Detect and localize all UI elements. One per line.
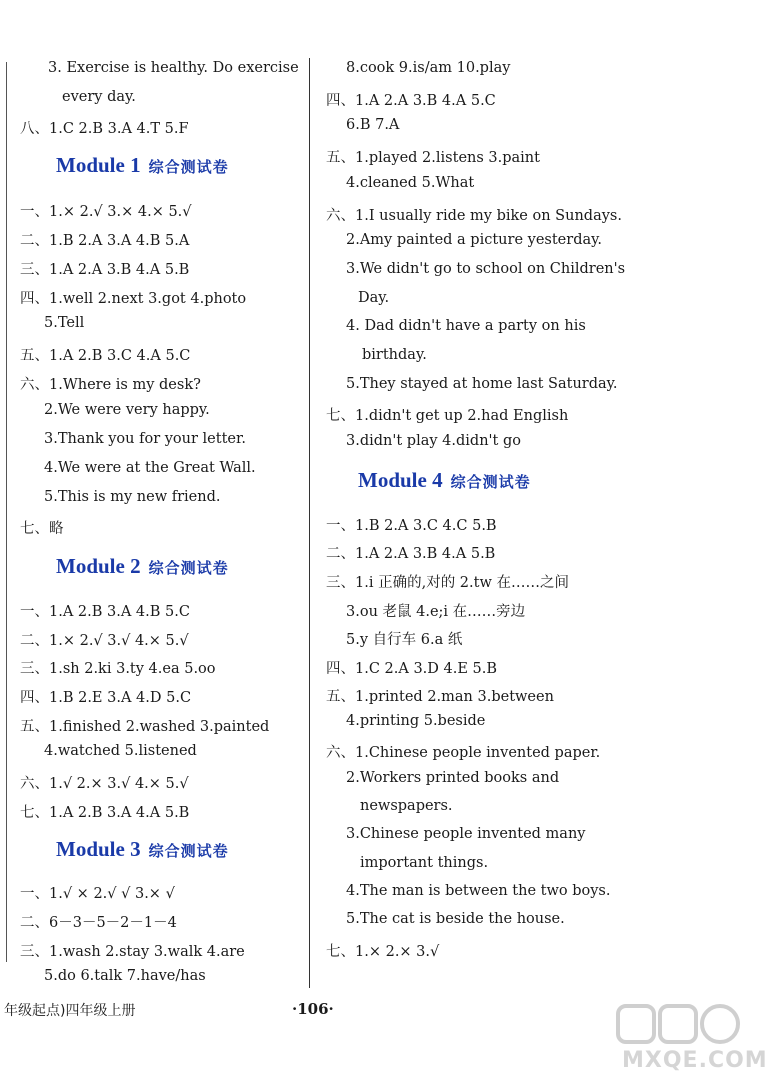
module-subtitle: 综合测试卷 [148, 158, 229, 176]
answer-line: 4.printing 5.beside [346, 713, 486, 729]
answer-line: newspapers. [360, 798, 453, 814]
answer-line: 6.B 7.A [346, 117, 400, 133]
answer-line: 七、1.didn't get up 2.had English [326, 408, 569, 424]
answer-line: 4.The man is between the two boys. [346, 883, 611, 899]
module-title: Module 1 [56, 153, 141, 177]
answer-line: 六、1.I usually ride my bike on Sundays. [326, 208, 622, 224]
answer-line: 3.ou 老鼠 4.e;i 在……旁边 [346, 604, 526, 620]
answer-line: 4.cleaned 5.What [346, 175, 475, 191]
book-title: 年级起点)四年级上册 [4, 1003, 136, 1019]
answer-line: 四、1.well 2.next 3.got 4.photo [20, 291, 247, 307]
answer-line: 二、1.A 2.A 3.B 4.A 5.B [326, 546, 496, 562]
module-title: Module 2 [56, 554, 141, 578]
answer-line: 3.didn't play 4.didn't go [346, 433, 521, 449]
answer-line: 5.This is my new friend. [44, 489, 221, 505]
answer-line: 三、1.i 正确的,对的 2.tw 在……之间 [326, 575, 569, 591]
module-heading [56, 837, 229, 862]
answer-line: 二、1.B 2.A 3.A 4.B 5.A [20, 233, 190, 249]
answer-line: 一、1.B 2.A 3.C 4.C 5.B [326, 518, 497, 534]
answer-line: 一、1.√ × 2.√ √ 3.× √ [20, 886, 175, 902]
answer-line: 三、1.A 2.A 3.B 4.A 5.B [20, 262, 190, 278]
answer-line: 一、1.A 2.B 3.A 4.B 5.C [20, 604, 190, 620]
answer-line: every day. [62, 89, 136, 105]
answer-line: 三、1.sh 2.ki 3.ty 4.ea 5.oo [20, 661, 216, 677]
answer-line: 五、1.printed 2.man 3.between [326, 689, 554, 705]
answer-line: 七、略 [20, 521, 64, 537]
answer-line: 3.Chinese people invented many [346, 826, 586, 842]
answer-line: 4.watched 5.listened [44, 743, 197, 759]
answer-line: 八、1.C 2.B 3.A 4.T 5.F [20, 121, 189, 137]
answer-line: 四、1.B 2.E 3.A 4.D 5.C [20, 690, 192, 706]
answer-line: 2.Workers printed books and [346, 770, 560, 786]
watermark-emblem-icon [612, 1000, 744, 1050]
answer-line: 5.do 6.talk 7.have/has [44, 968, 206, 984]
answer-line: 七、1.A 2.B 3.A 4.A 5.B [20, 805, 190, 821]
answer-line: 四、1.C 2.A 3.D 4.E 5.B [326, 661, 498, 677]
answer-line: 5.The cat is beside the house. [346, 911, 565, 927]
answer-line: 5.Tell [44, 315, 85, 331]
module-title: Module 3 [56, 837, 141, 861]
answer-line: 二、1.× 2.√ 3.√ 4.× 5.√ [20, 633, 189, 649]
answer-line: 五、1.played 2.listens 3.paint [326, 150, 540, 166]
module-subtitle: 综合测试卷 [148, 842, 229, 860]
answer-line: Day. [358, 290, 390, 306]
edge-line [6, 62, 7, 962]
answer-line: 4.We were at the Great Wall. [44, 460, 256, 476]
answer-line: 四、1.A 2.A 3.B 4.A 5.C [326, 93, 496, 109]
answer-line: 5.y 自行车 6.a 纸 [346, 632, 463, 648]
answer-line: 六、1.Chinese people invented paper. [326, 745, 601, 761]
module-subtitle: 综合测试卷 [450, 473, 531, 491]
module-heading [358, 468, 531, 493]
module-subtitle: 综合测试卷 [148, 559, 229, 577]
module-title: Module 4 [358, 468, 443, 492]
answer-line: 七、1.× 2.× 3.√ [326, 944, 440, 960]
module-heading [56, 153, 229, 178]
answer-line: 2.Amy painted a picture yesterday. [346, 232, 602, 248]
answer-line: 五、1.finished 2.washed 3.painted [20, 719, 270, 735]
answer-line: 4. Dad didn't have a party on his [346, 318, 586, 334]
page-number: ·106· [292, 1000, 334, 1018]
answer-line: important things. [360, 855, 489, 871]
answer-line: 2.We were very happy. [44, 402, 210, 418]
answer-line: 5.They stayed at home last Saturday. [346, 376, 618, 392]
answer-line: 六、1.Where is my desk? [20, 377, 201, 393]
answer-line: 一、1.× 2.√ 3.× 4.× 5.√ [20, 204, 192, 220]
answer-line: 3.Thank you for your letter. [44, 431, 246, 447]
answer-line: 五、1.A 2.B 3.C 4.A 5.C [20, 348, 191, 364]
answer-line: 3.We didn't go to school on Children's [346, 261, 626, 277]
column-divider [309, 58, 310, 988]
watermark-logo [612, 1000, 768, 1078]
watermark-text: MXQE.COM [622, 1048, 768, 1073]
answer-line: 3. Exercise is healthy. Do exercise [48, 60, 299, 76]
answer-line: 六、1.√ 2.× 3.√ 4.× 5.√ [20, 776, 189, 792]
answer-line: 二、6－3－5－2－1－4 [20, 915, 177, 931]
answer-line: 三、1.wash 2.stay 3.walk 4.are [20, 944, 245, 960]
answer-line: 8.cook 9.is/am 10.play [346, 60, 511, 76]
answer-line: birthday. [362, 347, 427, 363]
module-heading [56, 554, 229, 579]
